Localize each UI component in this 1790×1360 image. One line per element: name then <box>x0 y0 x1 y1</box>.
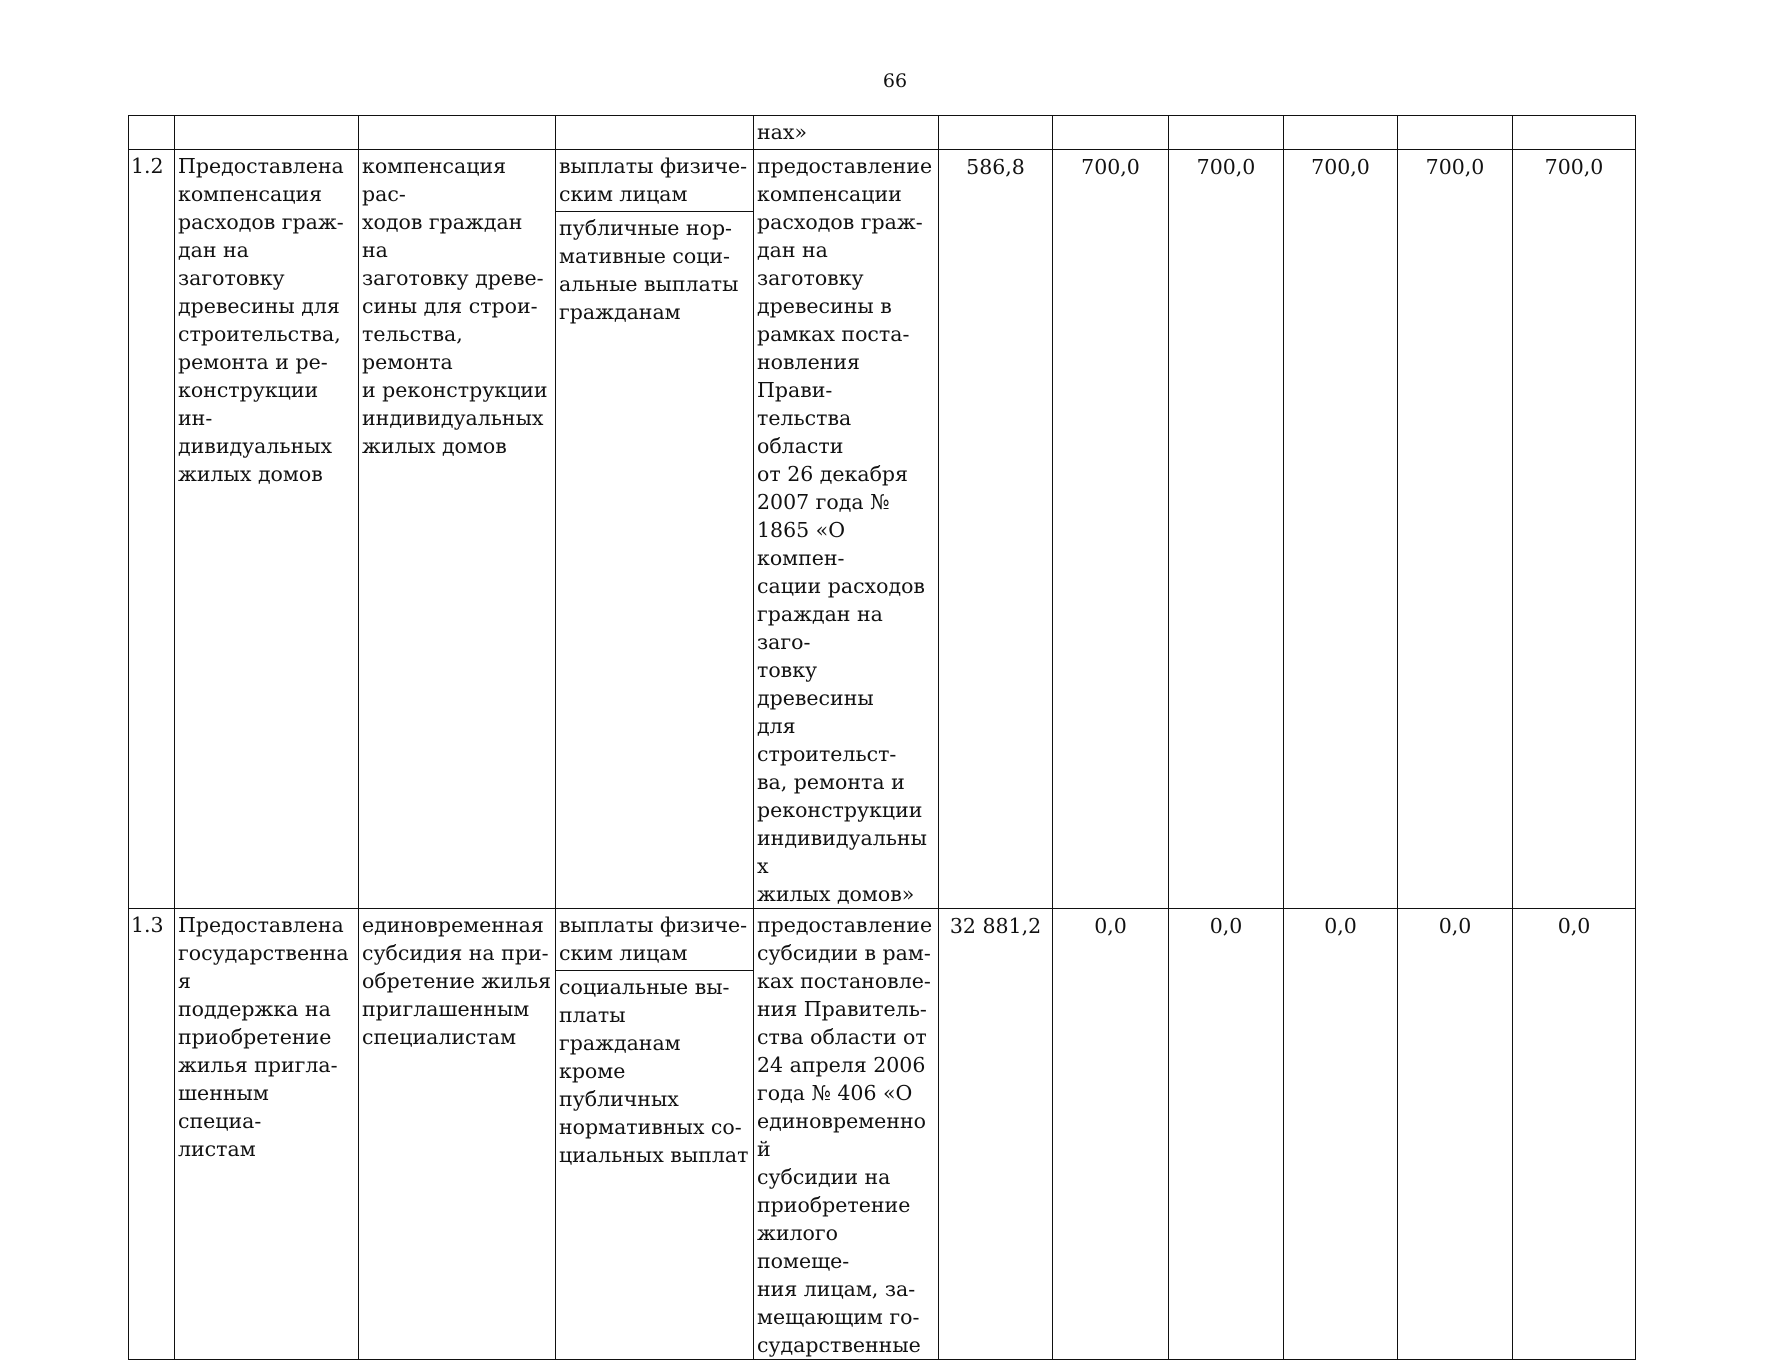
cell-value: 700,0 <box>1513 150 1636 909</box>
basis-text: предоставление субсидии в рам- ках постановле- ния Правитель- ства области от 24 апреля 2006 года № 406 «О единовременной субсидии на приобретение жилого помеще- ния лицам, за- мещающим го- сударственные <box>757 913 933 1357</box>
expense-type-top: выплаты физиче- ским лицам <box>556 150 753 212</box>
cell-expense-type <box>556 116 754 150</box>
cell-index <box>129 116 175 150</box>
cell-measure <box>175 116 359 150</box>
cell-value: 700,0 <box>1169 150 1284 909</box>
row-index: 1.2 <box>129 150 175 909</box>
cell-direction <box>359 116 556 150</box>
basis-text: предоставление компенсации расходов граж- дан на заготовку древесины в рамках поста- новления Прави- тельства области от 26 декабря 2007 года № 1865 «О компен- сации расходов граждан на заго- товку древесины для строительст- ва, ремонта и реконструкции индивидуальных жилых домов» <box>757 154 933 906</box>
cell-value: 32 881,2 <box>939 909 1053 1360</box>
cell-value: 0,0 <box>1513 909 1636 1360</box>
expense-type-bottom: публичные нор- мативные соци- альные выплаты гражданам <box>559 216 739 324</box>
basis-text: нах» <box>757 120 807 144</box>
expense-type-bottom: социальные вы- платы гражданам кроме публичных нормативных со- циальных выплат <box>559 975 749 1167</box>
cell-measure <box>175 909 359 1360</box>
direction-text: единовременная субсидия на при- обретение жилья приглашенным специалистам <box>362 913 552 1049</box>
table-row <box>129 909 1636 1360</box>
budget-table <box>128 115 1636 1360</box>
cell-value <box>939 116 1053 150</box>
cell-value <box>1053 116 1169 150</box>
cell-value: 586,8 <box>939 150 1053 909</box>
cell-measure <box>175 150 359 909</box>
cell-value: 0,0 <box>1398 909 1513 1360</box>
page-number: 66 <box>882 70 908 92</box>
measure-text: Предоставлена государственная поддержка на приобретение жилья пригла- шенным специа- листам <box>178 913 349 1161</box>
expense-type-top: выплаты физиче- ским лицам <box>556 909 753 971</box>
cell-value <box>1169 116 1284 150</box>
cell-value: 0,0 <box>1284 909 1398 1360</box>
cell-value: 0,0 <box>1053 909 1169 1360</box>
cell-value: 700,0 <box>1398 150 1513 909</box>
table-row <box>129 150 1636 909</box>
cell-value <box>1284 116 1398 150</box>
cell-basis <box>754 116 939 150</box>
cell-value: 700,0 <box>1053 150 1169 909</box>
cell-basis <box>754 150 939 909</box>
cell-basis <box>754 909 939 1360</box>
cell-direction <box>359 150 556 909</box>
measure-text: Предоставлена компенсация расходов граж- дан на заготовку древесины для строительства, ремонта и ре- конструкции ин- дивидуальных жилых домов <box>178 154 344 486</box>
cell-value <box>1398 116 1513 150</box>
cell-value <box>1513 116 1636 150</box>
direction-text: компенсация рас- ходов граждан на заготовку древе- сины для строи- тельства, ремонта и реконструкции индивидуальных жилых домов <box>362 154 548 458</box>
cell-expense-type <box>556 909 754 1360</box>
cell-value: 700,0 <box>1284 150 1398 909</box>
row-index: 1.3 <box>129 909 175 1360</box>
cell-value: 0,0 <box>1169 909 1284 1360</box>
continuation-row <box>129 116 1636 150</box>
cell-expense-type <box>556 150 754 909</box>
cell-direction <box>359 909 556 1360</box>
